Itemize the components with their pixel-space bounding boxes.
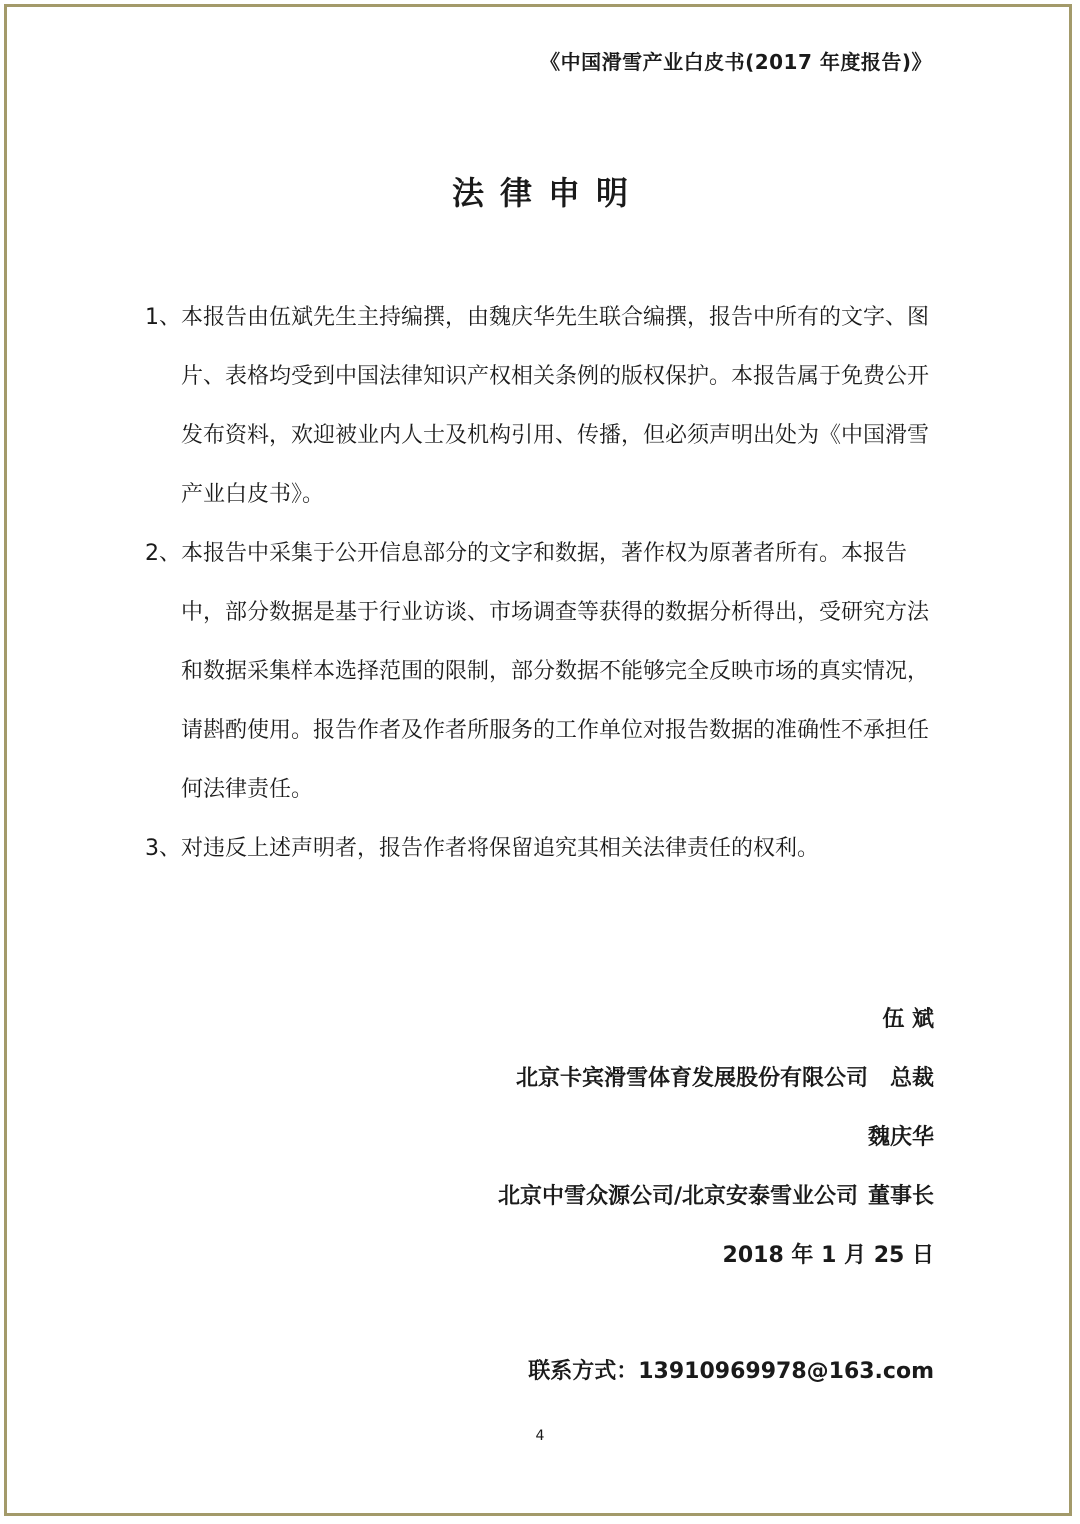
- clause-number: 2、: [145, 541, 181, 566]
- clause-1: [145, 288, 945, 524]
- page-title: 法律申明: [451, 174, 644, 212]
- clause-number: 3、: [145, 836, 181, 861]
- signatory-role-1: 总裁: [889, 1066, 934, 1091]
- running-header: 《中国滑雪产业白皮书(2017 年度报告)》: [540, 50, 932, 74]
- signatory-affiliation-1: [498, 1049, 934, 1108]
- contact-info: 联系方式：13910969978@163.com: [528, 1359, 934, 1384]
- signatory-name-1: 伍 斌: [882, 1007, 934, 1032]
- page-number: 4: [535, 1428, 545, 1444]
- clause-text: 本报告由伍斌先生主持编撰，由魏庆华先生联合编撰，报告中所有的文字、图片、表格均受到中国法律知识产权相关条例的版权保护。本报告属于免费公开发布资料，欢迎被业内人士及机构引用、传播，但必须声明出处为《中国滑雪产业白皮书》。: [181, 305, 930, 507]
- signatory-role-2: 董事长: [867, 1184, 934, 1209]
- signature-date: 2018 年 1 月 25 日: [722, 1243, 934, 1268]
- clause-text: 对违反上述声明者，报告作者将保留追究其相关法律责任的权利。: [181, 836, 820, 861]
- signatory-org-1: 北京卡宾滑雪体育发展股份有限公司: [515, 1066, 868, 1091]
- clause-number: 1、: [145, 305, 181, 330]
- signature-block: [498, 990, 934, 1285]
- signatory-name-2: 魏庆华: [867, 1125, 934, 1150]
- clause-list: [145, 288, 945, 878]
- clause-3: [145, 819, 945, 878]
- clause-2: [145, 524, 945, 819]
- signatory-org-2: 北京中雪众源公司/北京安泰雪业公司: [497, 1184, 858, 1209]
- signatory-affiliation-2: [498, 1167, 934, 1226]
- clause-text: 本报告中采集于公开信息部分的文字和数据，著作权为原著者所有。本报告中，部分数据是基于行业访谈、市场调查等获得的数据分析得出，受研究方法和数据采集样本选择范围的限制，部分数据不能够完全反映市场的真实情况，请斟酌使用。报告作者及作者所服务的工作单位对报告数据的准确性不承担任何法律责任。: [181, 541, 930, 802]
